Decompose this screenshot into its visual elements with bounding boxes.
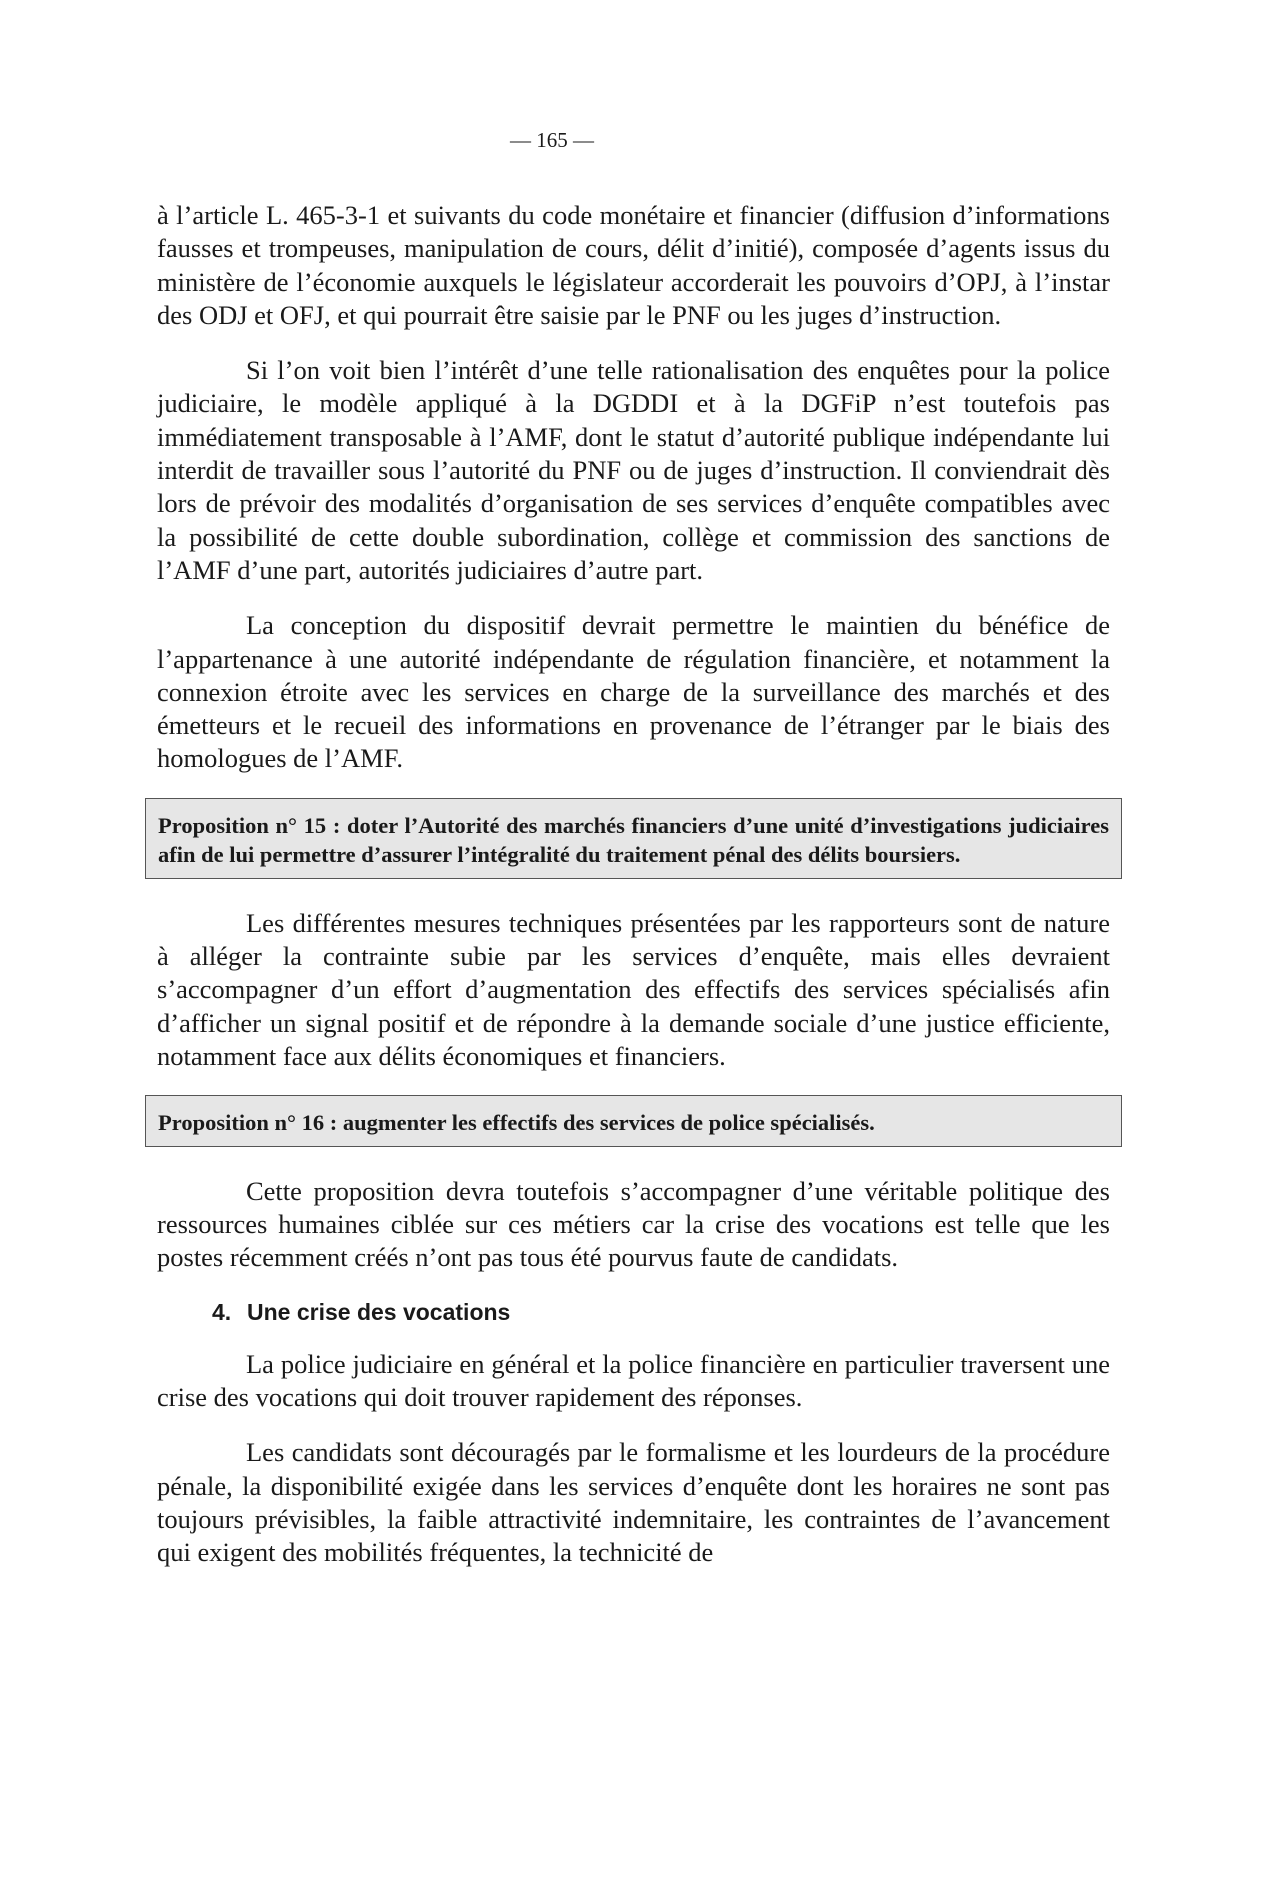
proposition-box-15 (145, 798, 1122, 879)
body-paragraph: Cette proposition devra toutefois s’accompagner d’une véritable politique des ressources humaines ciblée sur ces métiers car la crise des vocations est telle que les postes récemment créés n’ont pas tous été pourvus faute de candidats. (157, 1175, 1110, 1273)
document-body (157, 199, 1110, 1591)
page-number: — 165 — (510, 128, 594, 152)
section-number: 4. (212, 1298, 232, 1325)
proposition-box-16 (145, 1095, 1122, 1147)
body-paragraph: Si l’on voit bien l’intérêt d’une telle rationalisation des enquêtes pour la police judiciaire, le modèle appliqué à la DGDDI et à la DGFiP n’est toutefois pas immédiatement transposable à l’AMF, dont le statut d’autorité publique indépendante lui interdit de travailler sous l’autorité du PNF ou de juges d’instruction. Il conviendrait dès lors de prévoir des modalités d’organisation de ses services d’enquête compatibles avec la possibilité de cette double subordination, collège et commission des sanctions de l’AMF d’une part, autorités judiciaires d’autre part. (157, 355, 1110, 585)
body-paragraph: Les différentes mesures techniques présentées par les rapporteurs sont de nature à alléger la contrainte subie par les services d’enquête, mais elles devraient s’accompagner d’un effort d’augmentation des effectifs des services spécialisés afin d’afficher un signal positif et de répondre à la demande sociale d’une justice efficiente, notamment face aux délits économiques et financiers. (157, 907, 1110, 1071)
body-paragraph: Les candidats sont découragés par le formalisme et les lourdeurs de la procédure pénale, la disponibilité exigée dans les services d’enquête dont les horaires ne sont pas toujours prévisibles, la faible attractivité indemnitaire, les contraintes de l’avancement qui exigent des mobilités fréquentes, la technicité de (157, 1437, 1110, 1568)
body-paragraph: La police judiciaire en général et la police financière en particulier traversent une crise des vocations qui doit trouver rapidement des réponses. (157, 1348, 1110, 1412)
body-paragraph: La conception du dispositif devrait permettre le maintien du bénéfice de l’appartenance à une autorité indépendante de régulation financière, et notamment la connexion étroite avec les services en charge de la surveillance des marchés et des émetteurs et le recueil des informations en provenance de l’étranger par le biais des homologues de l’AMF. (157, 610, 1110, 774)
section-title: Une crise des vocations (247, 1298, 511, 1325)
section-heading (212, 1297, 1110, 1327)
body-paragraph: à l’article L. 465-3-1 et suivants du code monétaire et financier (diffusion d’informations fausses et trompeuses, manipulation de cours, délit d’initié), composée d’agents issus du ministère de l’économie auxquels le législateur accorderait les pouvoirs d’OPJ, à l’instar des ODJ et OFJ, et qui pourrait être saisie par le PNF ou les juges d’instruction. (157, 200, 1110, 330)
proposition-text: Proposition n° 16 : augmenter les effectifs des services de police spécialisés. (158, 1110, 875, 1136)
proposition-text: Proposition n° 15 : doter l’Autorité des marchés financiers d’une unité d’investigations judiciaires afin de lui permettre d’assurer l’intégralité du traitement pénal des délits boursiers. (158, 812, 1109, 868)
